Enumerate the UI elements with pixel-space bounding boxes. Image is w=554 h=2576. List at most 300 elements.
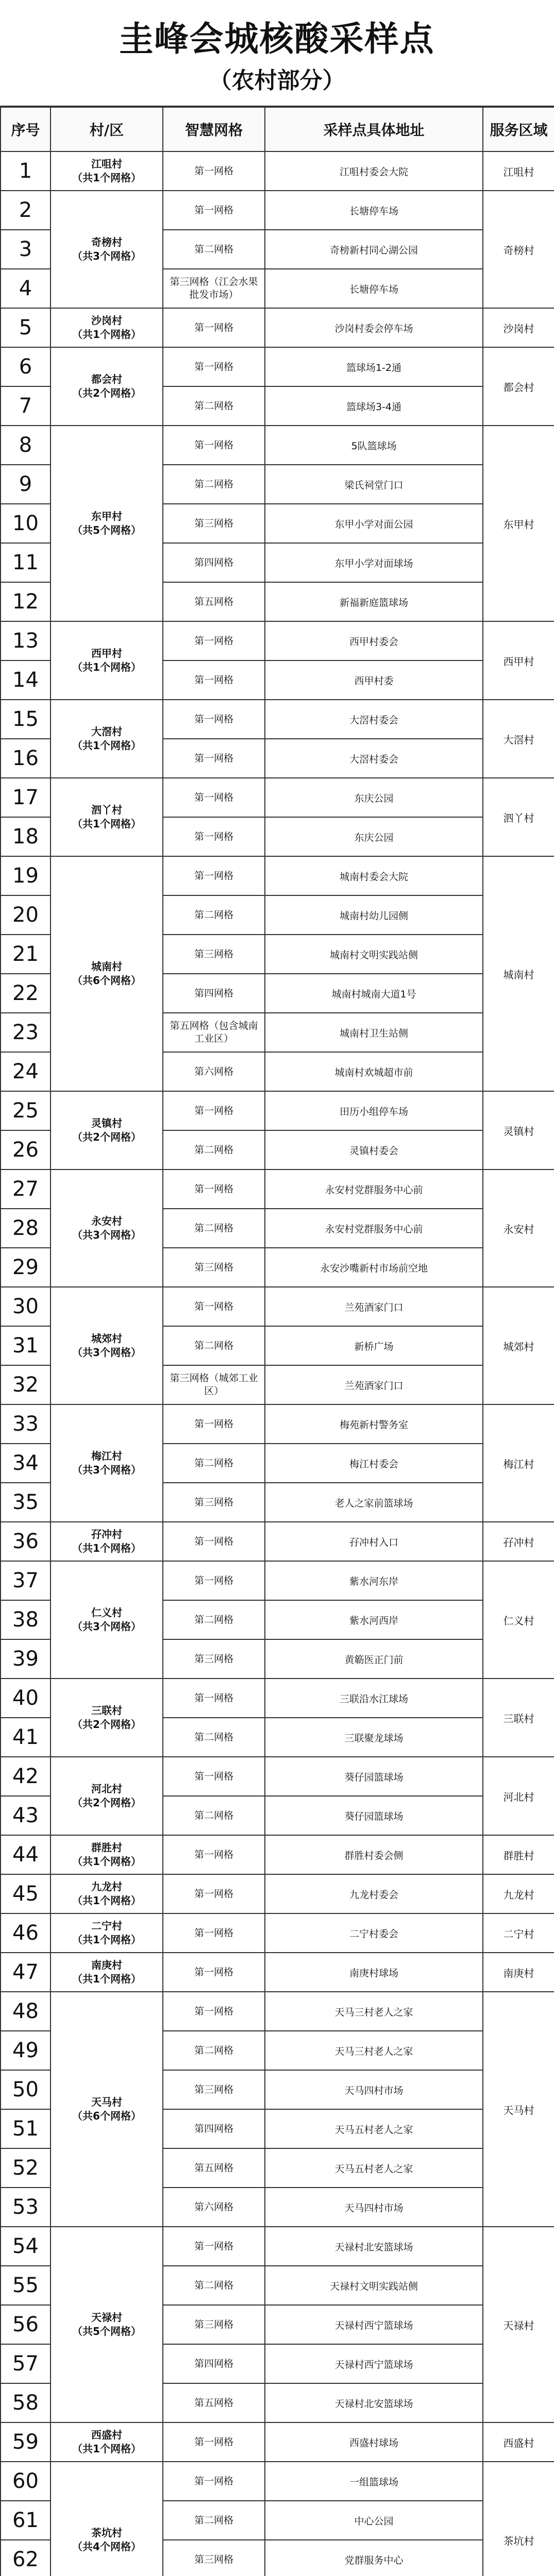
address-cell: 党群服务中心	[265, 2540, 483, 2576]
grid-cell: 第三网格	[163, 2070, 265, 2109]
row-number: 42	[1, 1757, 51, 1796]
row-number: 56	[1, 2305, 51, 2344]
village-cell	[51, 700, 163, 778]
row-number: 40	[1, 1679, 51, 1718]
grid-cell: 第二网格	[163, 1326, 265, 1365]
service-area-cell: 西盛村	[483, 2422, 554, 2462]
village-grid-count: （共5个网格）	[72, 2325, 141, 2337]
row-number: 32	[1, 1365, 51, 1404]
address-cell: 紫水河东岸	[265, 1561, 483, 1600]
address-cell: 天禄村北安篮球场	[265, 2383, 483, 2422]
column-header-grid: 智慧网格	[163, 107, 265, 151]
grid-cell: 第一网格	[163, 1679, 265, 1718]
address-cell: 梅苑新村警务室	[265, 1404, 483, 1444]
grid-cell: 第一网格	[163, 2422, 265, 2462]
row-number: 2	[1, 191, 51, 230]
row-number: 20	[1, 895, 51, 935]
village-cell	[51, 1404, 163, 1522]
row-number: 17	[1, 778, 51, 817]
table-row	[1, 1913, 554, 1953]
address-cell: 黄簕医正门前	[265, 1639, 483, 1679]
address-cell: 一组篮球场	[265, 2462, 483, 2501]
village-name: 沙岗村	[91, 314, 122, 327]
village-name: 西甲村	[91, 647, 122, 659]
grid-cell: 第二网格	[163, 1444, 265, 1483]
village-grid-count: （共1个网格）	[72, 1973, 141, 1985]
service-area-cell: 二宁村	[483, 1913, 554, 1953]
grid-cell: 第六网格	[163, 1052, 265, 1091]
grid-cell: 第三网格	[163, 2540, 265, 2576]
address-cell: 沙岗村委会停车场	[265, 308, 483, 347]
village-grid-count: （共1个网格）	[72, 1542, 141, 1554]
grid-cell: 第一网格	[163, 1874, 265, 1913]
row-number: 22	[1, 974, 51, 1013]
village-name: 城郊村	[91, 1332, 122, 1345]
address-cell: 西甲村委	[265, 660, 483, 700]
village-name: 河北村	[91, 1783, 122, 1795]
row-number: 54	[1, 2227, 51, 2266]
village-grid-count: （共6个网格）	[72, 2110, 141, 2122]
address-cell: 紫水河西岸	[265, 1600, 483, 1639]
row-number: 48	[1, 1992, 51, 2031]
village-name: 群胜村	[91, 1841, 122, 1854]
grid-cell: 第一网格	[163, 1561, 265, 1600]
row-number: 51	[1, 2109, 51, 2148]
row-number: 55	[1, 2266, 51, 2305]
address-cell: 天禄村西宁篮球场	[265, 2344, 483, 2383]
row-number: 37	[1, 1561, 51, 1600]
grid-cell: 第一网格	[163, 1170, 265, 1209]
village-name: 泗丫村	[91, 804, 122, 816]
column-header-no: 序号	[1, 107, 51, 151]
table-row	[1, 621, 554, 660]
grid-cell: 第一网格	[163, 817, 265, 856]
grid-cell: 第一网格	[163, 856, 265, 895]
row-number: 12	[1, 582, 51, 621]
village-cell	[51, 1287, 163, 1404]
grid-cell: 第二网格	[163, 1796, 265, 1835]
grid-cell: 第一网格	[163, 308, 265, 347]
grid-cell: 第一网格	[163, 2227, 265, 2266]
row-number: 21	[1, 935, 51, 974]
grid-cell: 第一网格	[163, 1953, 265, 1992]
address-cell: 新桥广场	[265, 1326, 483, 1365]
table-row	[1, 1992, 554, 2031]
address-cell: 大滘村委会	[265, 739, 483, 778]
grid-cell: 第四网格	[163, 543, 265, 582]
address-cell: 奇榜新村同心湖公园	[265, 230, 483, 269]
service-area-cell: 仁义村	[483, 1561, 554, 1679]
village-name: 仁义村	[91, 1606, 122, 1619]
grid-cell: 第三网格	[163, 1483, 265, 1522]
address-cell: 南庚村球场	[265, 1953, 483, 1992]
address-cell: 城南村文明实践站侧	[265, 935, 483, 974]
table-row	[1, 2462, 554, 2501]
address-cell: 东甲小学对面公园	[265, 504, 483, 543]
row-number: 19	[1, 856, 51, 895]
address-cell: 城南村卫生站侧	[265, 1013, 483, 1052]
village-name: 南庚村	[91, 1959, 122, 1971]
column-header-address: 采样点具体地址	[265, 107, 483, 151]
row-number: 39	[1, 1639, 51, 1679]
grid-cell: 第三网格	[163, 1639, 265, 1679]
table-row	[1, 1404, 554, 1444]
row-number: 34	[1, 1444, 51, 1483]
table-header-row	[1, 107, 554, 151]
service-area-cell: 灵镇村	[483, 1091, 554, 1170]
table-row	[1, 1561, 554, 1600]
address-cell: 天禄村北安篮球场	[265, 2227, 483, 2266]
row-number: 38	[1, 1600, 51, 1639]
grid-cell: 第四网格	[163, 2109, 265, 2148]
row-number: 47	[1, 1953, 51, 1992]
grid-cell: 第一网格	[163, 1404, 265, 1444]
village-cell	[51, 151, 163, 191]
address-cell: 灵镇村委会	[265, 1130, 483, 1170]
row-number: 62	[1, 2540, 51, 2576]
service-area-cell: 西甲村	[483, 621, 554, 700]
service-area-cell: 河北村	[483, 1757, 554, 1835]
village-grid-count: （共2个网格）	[72, 1718, 141, 1731]
grid-cell: 第一网格	[163, 347, 265, 386]
grid-cell: 第一网格	[163, 191, 265, 230]
address-cell: 田历小组停车场	[265, 1091, 483, 1130]
village-name: 天禄村	[91, 2311, 122, 2324]
village-grid-count: （共2个网格）	[72, 387, 141, 399]
row-number: 28	[1, 1209, 51, 1248]
grid-cell: 第三网格	[163, 2305, 265, 2344]
village-cell	[51, 308, 163, 347]
row-number: 6	[1, 347, 51, 386]
row-number: 59	[1, 2422, 51, 2462]
table-row	[1, 1287, 554, 1326]
row-number: 25	[1, 1091, 51, 1130]
table-row	[1, 1522, 554, 1561]
address-cell: 西甲村委会	[265, 621, 483, 660]
table-row	[1, 1953, 554, 1992]
village-name: 大滘村	[91, 725, 122, 738]
address-cell: 梅江村委会	[265, 1444, 483, 1483]
address-cell: 永安村党群服务中心前	[265, 1170, 483, 1209]
address-cell: 孖冲村入口	[265, 1522, 483, 1561]
row-number: 5	[1, 308, 51, 347]
grid-cell: 第三网格	[163, 935, 265, 974]
village-name: 三联村	[91, 1704, 122, 1717]
row-number: 53	[1, 2188, 51, 2227]
table-row	[1, 308, 554, 347]
table-row	[1, 2227, 554, 2266]
village-name: 城南村	[91, 960, 122, 973]
address-cell: 城南村欢城超市前	[265, 1052, 483, 1091]
village-cell	[51, 1992, 163, 2227]
grid-cell: 第一网格	[163, 621, 265, 660]
address-cell: 永安村党群服务中心前	[265, 1209, 483, 1248]
address-cell: 群胜村委会侧	[265, 1835, 483, 1874]
row-number: 29	[1, 1248, 51, 1287]
address-cell: 城南村城南大道1号	[265, 974, 483, 1013]
village-cell	[51, 426, 163, 621]
service-area-cell: 奇榜村	[483, 191, 554, 308]
row-number: 52	[1, 2148, 51, 2188]
sampling-table	[0, 107, 554, 2576]
row-number: 24	[1, 1052, 51, 1091]
village-name: 九龙村	[91, 1880, 122, 1893]
address-cell: 中心公园	[265, 2501, 483, 2540]
service-area-cell: 城郊村	[483, 1287, 554, 1404]
village-cell	[51, 1561, 163, 1679]
address-cell: 长塘停车场	[265, 191, 483, 230]
row-number: 26	[1, 1130, 51, 1170]
row-number: 13	[1, 621, 51, 660]
address-cell: 葵仔园篮球场	[265, 1796, 483, 1835]
village-name: 西盛村	[91, 2429, 122, 2441]
service-area-cell: 泗丫村	[483, 778, 554, 856]
service-area-cell: 都会村	[483, 347, 554, 426]
grid-cell: 第二网格	[163, 386, 265, 426]
grid-cell: 第一网格	[163, 1091, 265, 1130]
village-grid-count: （共3个网格）	[72, 1464, 141, 1476]
address-cell: 二宁村委会	[265, 1913, 483, 1953]
grid-cell: 第二网格	[163, 2501, 265, 2540]
grid-cell: 第一网格	[163, 426, 265, 465]
village-cell	[51, 347, 163, 426]
village-grid-count: （共1个网格）	[72, 328, 141, 341]
grid-cell: 第五网格	[163, 2383, 265, 2422]
village-grid-count: （共1个网格）	[72, 739, 141, 752]
service-area-cell: 天马村	[483, 1992, 554, 2227]
village-name: 灵镇村	[91, 1117, 122, 1129]
table-row	[1, 426, 554, 465]
grid-cell: 第三网格（城郊工业区）	[163, 1365, 265, 1404]
grid-cell: 第一网格	[163, 151, 265, 191]
table-row	[1, 347, 554, 386]
address-cell: 西盛村球场	[265, 2422, 483, 2462]
address-cell: 大滘村委会	[265, 700, 483, 739]
row-number: 18	[1, 817, 51, 856]
row-number: 43	[1, 1796, 51, 1835]
village-cell	[51, 1091, 163, 1170]
row-number: 31	[1, 1326, 51, 1365]
grid-cell: 第一网格	[163, 660, 265, 700]
row-number: 35	[1, 1483, 51, 1522]
address-cell: 东庆公园	[265, 778, 483, 817]
table-row	[1, 700, 554, 739]
table-row	[1, 1091, 554, 1130]
row-number: 9	[1, 465, 51, 504]
service-area-cell: 茶坑村	[483, 2462, 554, 2576]
grid-cell: 第二网格	[163, 2266, 265, 2305]
service-area-cell: 三联村	[483, 1679, 554, 1757]
row-number: 4	[1, 269, 51, 308]
table-row	[1, 1170, 554, 1209]
sheet-header	[0, 0, 554, 107]
row-number: 14	[1, 660, 51, 700]
village-grid-count: （共3个网格）	[72, 250, 141, 262]
service-area-cell: 九龙村	[483, 1874, 554, 1913]
grid-cell: 第一网格	[163, 1522, 265, 1561]
table-row	[1, 1874, 554, 1913]
village-cell	[51, 778, 163, 856]
village-grid-count: （共1个网格）	[72, 1855, 141, 1868]
table-row	[1, 778, 554, 817]
row-number: 44	[1, 1835, 51, 1874]
address-cell: 东甲小学对面球场	[265, 543, 483, 582]
grid-cell: 第一网格	[163, 2462, 265, 2501]
grid-cell: 第一网格	[163, 739, 265, 778]
address-cell: 天马四村市场	[265, 2070, 483, 2109]
village-name: 孖冲村	[91, 1528, 122, 1540]
grid-cell: 第一网格	[163, 1287, 265, 1326]
grid-cell: 第四网格	[163, 2344, 265, 2383]
page-subtitle: （农村部分）	[209, 67, 345, 94]
village-cell	[51, 1522, 163, 1561]
address-cell: 天马四村市场	[265, 2188, 483, 2227]
address-cell: 梁氏祠堂门口	[265, 465, 483, 504]
row-number: 3	[1, 230, 51, 269]
village-name: 江咀村	[91, 158, 122, 170]
address-cell: 天马五村老人之家	[265, 2148, 483, 2188]
row-number: 16	[1, 739, 51, 778]
address-cell: 三联沿水江球场	[265, 1679, 483, 1718]
table-row	[1, 191, 554, 230]
service-area-cell: 江咀村	[483, 151, 554, 191]
village-grid-count: （共3个网格）	[72, 1229, 141, 1241]
service-area-cell: 南庚村	[483, 1953, 554, 1992]
row-number: 57	[1, 2344, 51, 2383]
village-name: 茶坑村	[91, 2527, 122, 2539]
table-row	[1, 1835, 554, 1874]
table-row	[1, 151, 554, 191]
village-cell	[51, 1913, 163, 1953]
service-area-cell: 梅江村	[483, 1404, 554, 1522]
grid-cell: 第二网格	[163, 1718, 265, 1757]
table-row	[1, 1757, 554, 1796]
address-cell: 天马三村老人之家	[265, 1992, 483, 2031]
table-row	[1, 1679, 554, 1718]
address-cell: 天马三村老人之家	[265, 2031, 483, 2070]
service-area-cell: 天禄村	[483, 2227, 554, 2422]
address-cell: 兰苑酒家门口	[265, 1287, 483, 1326]
address-cell: 葵仔园篮球场	[265, 1757, 483, 1796]
service-area-cell: 永安村	[483, 1170, 554, 1287]
village-grid-count: （共1个网格）	[72, 661, 141, 673]
village-grid-count: （共4个网格）	[72, 2540, 141, 2553]
row-number: 27	[1, 1170, 51, 1209]
village-grid-count: （共2个网格）	[72, 1131, 141, 1143]
village-name: 二宁村	[91, 1920, 122, 1932]
village-cell	[51, 2462, 163, 2576]
address-cell: 东庆公园	[265, 817, 483, 856]
column-header-village: 村/区	[51, 107, 163, 151]
table-row	[1, 856, 554, 895]
address-cell: 城南村委会大院	[265, 856, 483, 895]
address-cell: 永安沙嘴新村市场前空地	[265, 1248, 483, 1287]
village-name: 奇榜村	[91, 236, 122, 248]
row-number: 60	[1, 2462, 51, 2501]
village-name: 永安村	[91, 1215, 122, 1227]
village-cell	[51, 1679, 163, 1757]
grid-cell: 第二网格	[163, 1600, 265, 1639]
row-number: 15	[1, 700, 51, 739]
row-number: 23	[1, 1013, 51, 1052]
address-cell: 天禄村西宁篮球场	[265, 2305, 483, 2344]
address-cell: 天禄村文明实践站侧	[265, 2266, 483, 2305]
row-number: 10	[1, 504, 51, 543]
village-cell	[51, 1953, 163, 1992]
village-cell	[51, 2422, 163, 2462]
village-grid-count: （共1个网格）	[72, 172, 141, 184]
row-number: 30	[1, 1287, 51, 1326]
grid-cell: 第二网格	[163, 230, 265, 269]
grid-cell: 第二网格	[163, 1130, 265, 1170]
village-cell	[51, 1874, 163, 1913]
service-area-cell: 沙岗村	[483, 308, 554, 347]
address-cell: 江咀村委会大院	[265, 151, 483, 191]
grid-cell: 第一网格	[163, 1992, 265, 2031]
grid-cell: 第一网格	[163, 700, 265, 739]
row-number: 8	[1, 426, 51, 465]
grid-cell: 第二网格	[163, 2031, 265, 2070]
address-cell: 老人之家前篮球场	[265, 1483, 483, 1522]
row-number: 58	[1, 2383, 51, 2422]
grid-cell: 第三网格	[163, 504, 265, 543]
row-number: 36	[1, 1522, 51, 1561]
village-grid-count: （共3个网格）	[72, 1346, 141, 1359]
table-body	[1, 151, 554, 2576]
village-cell	[51, 191, 163, 308]
grid-cell: 第二网格	[163, 1209, 265, 1248]
grid-cell: 第一网格	[163, 1835, 265, 1874]
row-number: 7	[1, 386, 51, 426]
village-name: 东甲村	[91, 510, 122, 522]
column-header-area: 服务区域	[483, 107, 554, 151]
address-cell: 5队篮球场	[265, 426, 483, 465]
village-grid-count: （共1个网格）	[72, 818, 141, 830]
grid-cell: 第六网格	[163, 2188, 265, 2227]
village-cell	[51, 1170, 163, 1287]
grid-cell: 第五网格	[163, 2148, 265, 2188]
grid-cell: 第一网格	[163, 778, 265, 817]
grid-cell: 第三网格（江会水果批发市场）	[163, 269, 265, 308]
service-area-cell: 大滘村	[483, 700, 554, 778]
service-area-cell: 孖冲村	[483, 1522, 554, 1561]
row-number: 49	[1, 2031, 51, 2070]
village-grid-count: （共5个网格）	[72, 524, 141, 536]
address-cell: 篮球场1-2通	[265, 347, 483, 386]
village-cell	[51, 1835, 163, 1874]
address-cell: 天马五村老人之家	[265, 2109, 483, 2148]
service-area-cell: 东甲村	[483, 426, 554, 621]
village-cell	[51, 856, 163, 1091]
table-row	[1, 2422, 554, 2462]
address-cell: 三联聚龙球场	[265, 1718, 483, 1757]
address-cell: 篮球场3-4通	[265, 386, 483, 426]
village-grid-count: （共1个网格）	[72, 2443, 141, 2455]
address-cell: 九龙村委会	[265, 1874, 483, 1913]
row-number: 45	[1, 1874, 51, 1913]
village-grid-count: （共1个网格）	[72, 1934, 141, 1946]
row-number: 50	[1, 2070, 51, 2109]
grid-cell: 第二网格	[163, 895, 265, 935]
grid-cell: 第一网格	[163, 1913, 265, 1953]
row-number: 1	[1, 151, 51, 191]
grid-cell: 第一网格	[163, 1757, 265, 1796]
grid-cell: 第三网格	[163, 1248, 265, 1287]
grid-cell: 第五网格	[163, 582, 265, 621]
address-cell: 城南村幼儿园侧	[265, 895, 483, 935]
village-name: 都会村	[91, 373, 122, 385]
village-cell	[51, 621, 163, 700]
